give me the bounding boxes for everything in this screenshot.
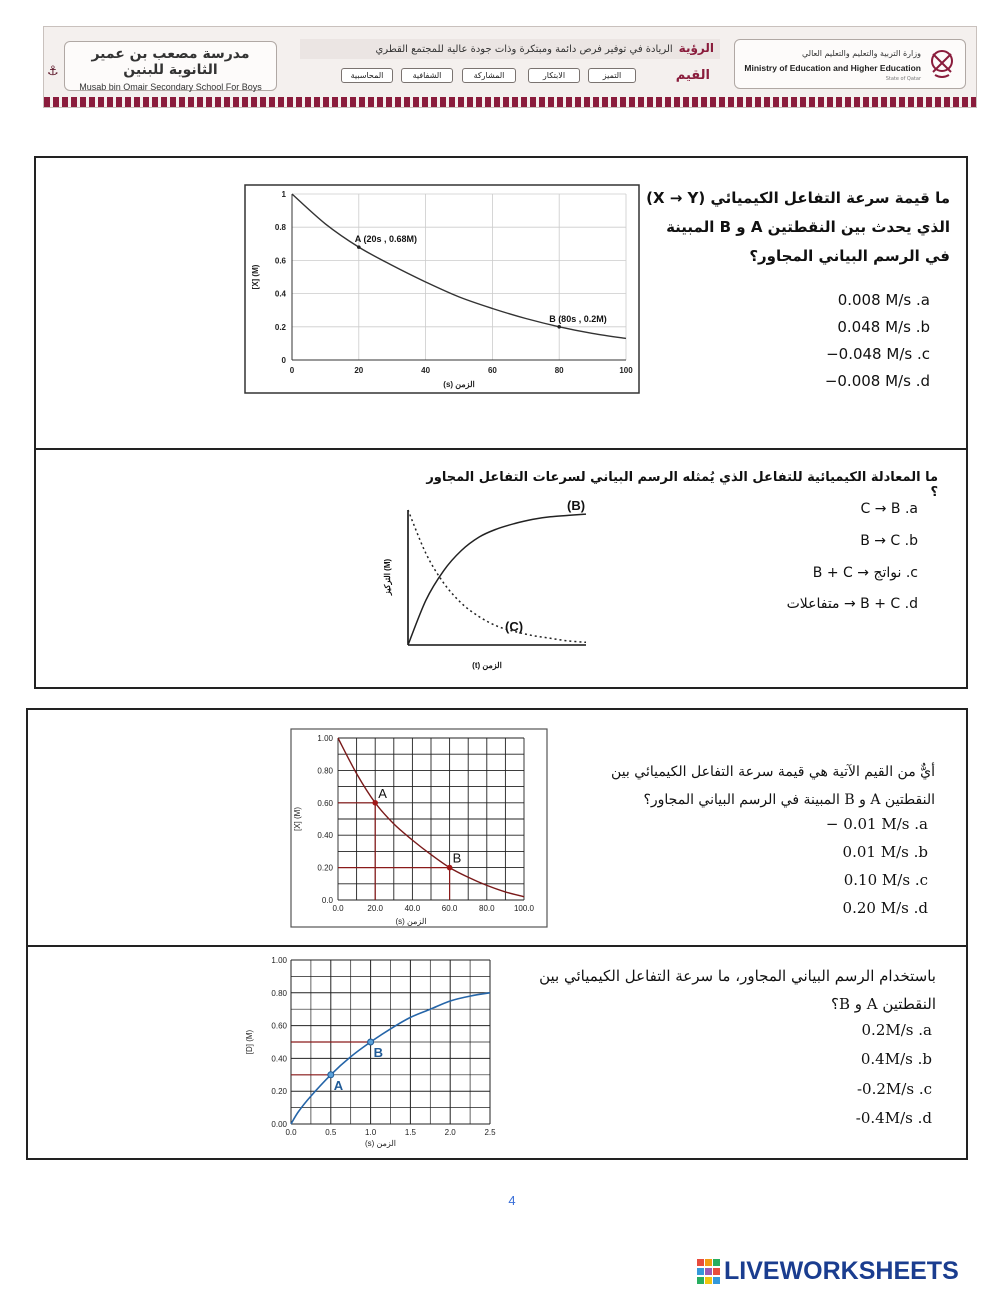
q3-choice-b-value: 0.01 M/s	[842, 843, 909, 861]
chart3-ytick-label: 0.0	[321, 896, 333, 905]
chart3-ytick-label: 1.00	[317, 734, 333, 743]
ministry-name-en: Ministry of Education and Higher Education	[744, 63, 921, 73]
q3-choice-a[interactable]	[760, 815, 928, 833]
q2-choice-d[interactable]	[700, 596, 918, 612]
q3-choice-b[interactable]	[760, 843, 928, 861]
q1-choice-c-letter: c.	[916, 345, 930, 363]
chart4-xtick-label: 0.5	[325, 1128, 337, 1137]
chart4-xtick-label: 1.0	[365, 1128, 377, 1137]
q1-choice-b-letter: b.	[915, 318, 930, 336]
chart3-ytick-label: 0.80	[317, 766, 333, 776]
chart1-y-axis-label: [X] (M)	[251, 264, 260, 290]
q4-choice-b-value: 0.4M/s	[860, 1050, 913, 1068]
chart2-series-c-label: (C)	[505, 619, 524, 634]
chart3-xtick-label: 0.0	[332, 904, 344, 913]
chart3-point-a	[372, 800, 378, 806]
q3-choice-a-letter: a.	[914, 815, 928, 833]
liveworksheets-logo-icon	[697, 1259, 721, 1285]
chart1-point-a	[357, 245, 361, 249]
q3-choice-c-letter: c.	[914, 871, 928, 889]
chart4-ytick-label: 0.80	[271, 988, 287, 998]
chart1-ytick-label: 0.6	[274, 256, 286, 266]
value-innovation: الابتكار	[528, 68, 580, 83]
chart1-point-label-a: A (20s , 0.68M)	[354, 234, 418, 245]
q4-choice-b[interactable]	[760, 1050, 932, 1068]
q1-choice-d-value: −0.008 M/s	[824, 372, 911, 390]
chart-q4	[240, 950, 508, 1155]
q3-choice-d[interactable]	[760, 899, 928, 917]
chart4-ytick-label: 0.60	[271, 1021, 287, 1031]
q1-choice-a[interactable]	[760, 291, 930, 309]
chart1-xtick-label: 60	[487, 366, 497, 375]
chart3-point-label-b: B	[452, 850, 462, 866]
question-divider-1	[34, 448, 968, 450]
q2-choice-b-letter: b.	[904, 533, 918, 549]
q2-choice-c-value: B + C → نواتج	[812, 565, 902, 581]
q1-choice-d[interactable]	[760, 372, 930, 390]
chart1-ytick-label: 0.4	[274, 289, 286, 299]
vision-text: الريادة في توفير فرص دائمة ومبتكرة وذات جودة عالية للمجتمع القطري	[375, 44, 673, 55]
chart4-y-axis-label: [D] (M)	[245, 1029, 254, 1055]
q1-choice-c[interactable]	[760, 345, 930, 363]
q4-choice-a[interactable]	[760, 1021, 932, 1039]
chart3-point-b	[447, 865, 453, 871]
q2-choice-c-letter: c.	[905, 565, 918, 581]
q4-choice-c-letter: c.	[918, 1080, 932, 1098]
chart1-ytick-label: 1	[281, 190, 286, 199]
chart4-xtick-label: 2.5	[484, 1128, 496, 1137]
chart3-xtick-label: 100.0	[513, 904, 535, 913]
chart3-xtick-label: 40.0	[404, 904, 421, 913]
banner-stripe	[44, 97, 976, 107]
chart4-ytick-label: 0.00	[271, 1120, 287, 1129]
q2-choice-a-value: C → B	[860, 501, 901, 517]
question-3-text: أيٌّ من القيم الآتية هي قيمة سرعة التفاعل الكيميائي بين النقطتين A و B المبينة في الرسم البياني المجاور؟	[611, 764, 935, 808]
q4-choice-c[interactable]	[760, 1080, 932, 1098]
chart3-xtick-label: 20.0	[367, 904, 383, 913]
q3-choice-d-value: 0.20 M/s	[842, 899, 909, 917]
question-4-text: باستخدام الرسم البياني المجاور، ما سرعة التفاعل الكيميائي بين النقطتين A و B؟	[539, 967, 936, 1013]
q1-choice-a-letter: a.	[916, 291, 930, 309]
chart4-ytick-label: 1.00	[271, 956, 287, 965]
q4-choice-a-value: 0.2M/s	[861, 1021, 914, 1039]
chart4-ytick-label: 0.40	[271, 1054, 287, 1064]
question-1-text: ما قيمة سرعة التفاعل الكيميائي (X → Y) الذي يحدث بين النقطتين A و B المبينة في الرسم البياني المجاور؟	[646, 189, 950, 265]
value-transparency: الشفافية	[401, 68, 453, 83]
chart3-ytick-label: 0.60	[317, 798, 333, 808]
chart2-x-axis-label: الزمن (t)	[472, 661, 502, 670]
chart1-xtick-label: 0	[289, 366, 295, 375]
vision-bar	[300, 39, 720, 59]
chart4-xtick-label: 2.0	[444, 1128, 456, 1137]
chart1-ytick-label: 0	[281, 356, 286, 365]
chart4-x-axis-label: الزمن (s)	[364, 1139, 397, 1148]
q1-choice-b-value: 0.048 M/s	[837, 318, 911, 336]
chart1-point-b	[557, 325, 561, 329]
q2-choice-b[interactable]	[700, 533, 918, 549]
q4-choice-d-letter: d.	[917, 1109, 932, 1127]
q4-choice-d[interactable]	[760, 1109, 932, 1127]
q2-choice-b-value: B → C	[860, 533, 901, 549]
chart3-xtick-label: 60.0	[441, 904, 458, 913]
school-logo-box	[64, 41, 277, 91]
chart1-xtick-label: 20	[354, 366, 364, 375]
chart2-series-c-line	[408, 510, 586, 642]
q4-choice-b-letter: b.	[917, 1050, 932, 1068]
q3-choice-c-value: 0.10 M/s	[843, 871, 911, 889]
q3-choice-c[interactable]	[760, 871, 928, 889]
q3-choice-a-value: − 0.01 M/s	[825, 815, 910, 833]
chart2-y-axis-label: التركيز (M)	[383, 558, 392, 596]
q4-choice-c-value: -0.2M/s	[856, 1080, 915, 1098]
value-participation: المشاركة	[462, 68, 516, 83]
chart3-xtick-label: 80.0	[479, 904, 495, 913]
chart1-x-axis-label: الزمن (s)	[443, 380, 475, 389]
chart-q1	[244, 184, 640, 394]
q4-choice-a-letter: a.	[918, 1021, 932, 1039]
q1-choice-b[interactable]	[760, 318, 930, 336]
values-label: القيم	[675, 68, 710, 83]
q2-choice-c[interactable]	[700, 565, 918, 581]
chart3-ytick-label: 0.40	[317, 831, 333, 841]
chart4-xtick-label: 0.0	[285, 1128, 297, 1137]
q2-choice-a[interactable]	[700, 501, 918, 517]
chart2-series-b-label: (B)	[567, 498, 586, 513]
chart4-xtick-label: 1.5	[404, 1128, 416, 1137]
chart1-xtick-label: 100	[619, 366, 633, 375]
school-header-banner	[43, 26, 977, 108]
chart1-ytick-label: 0.2	[274, 322, 286, 332]
chart-q2	[360, 492, 610, 677]
q2-choice-d-value: متفاعلات → B + C	[786, 596, 901, 612]
chart3-ytick-label: 0.20	[317, 863, 333, 873]
liveworksheets-brand: LIVEWORKSHEETS	[724, 1257, 959, 1285]
chart3-x-axis-label: الزمن (s)	[395, 917, 427, 926]
chart3-y-axis-label: [X] (M)	[293, 807, 302, 831]
ministry-logo-box	[734, 39, 966, 89]
chart4-point-label-a: A	[333, 1077, 344, 1093]
anchor-icon: ⚓	[47, 64, 59, 79]
vision-label: الرؤية	[678, 41, 714, 55]
chart4-point-label-b: B	[373, 1045, 383, 1060]
q1-choice-c-value: −0.048 M/s	[826, 345, 913, 363]
chart1-xtick-label: 80	[554, 366, 564, 375]
school-name-en: Musab bin Omair Secondary School For Boys	[79, 82, 262, 92]
ministry-name-ar: وزارة التربية والتعليم والتعليم العالي	[801, 49, 921, 58]
page-number: 4	[508, 1193, 516, 1208]
chart-q3	[290, 728, 548, 928]
school-name-ar: مدرسة مصعب بن عمير الثانوية للبنين	[91, 46, 250, 78]
question-2-text: ما المعادلة الكيميائية للتفاعل الذي يُمثله الرسم البياني لسرعات التفاعل المجاور ؟	[426, 470, 938, 500]
q4-choice-d-value: -0.4M/s	[855, 1109, 913, 1127]
ministry-subtitle: State of Qatar	[885, 76, 921, 82]
value-excellence: التميز	[588, 68, 636, 83]
chart1-xtick-label: 40	[421, 366, 431, 375]
question-divider-2	[26, 945, 968, 947]
q2-choice-d-letter: d.	[904, 596, 918, 612]
chart4-ytick-label: 0.20	[271, 1087, 287, 1097]
q1-choice-a-value: 0.008 M/s	[837, 291, 912, 309]
chart1-point-label-b: B (80s , 0.2M)	[549, 313, 607, 324]
chart3-point-label-a: A	[378, 785, 387, 801]
chart1-ytick-label: 0.8	[274, 223, 286, 233]
q3-choice-d-letter: d.	[913, 899, 928, 917]
q3-choice-b-letter: b.	[913, 843, 928, 861]
q1-choice-d-letter: d.	[915, 372, 930, 390]
q2-choice-a-letter: a.	[904, 501, 918, 517]
qatar-emblem-icon	[927, 48, 957, 80]
value-accountability: المحاسبية	[341, 68, 393, 83]
